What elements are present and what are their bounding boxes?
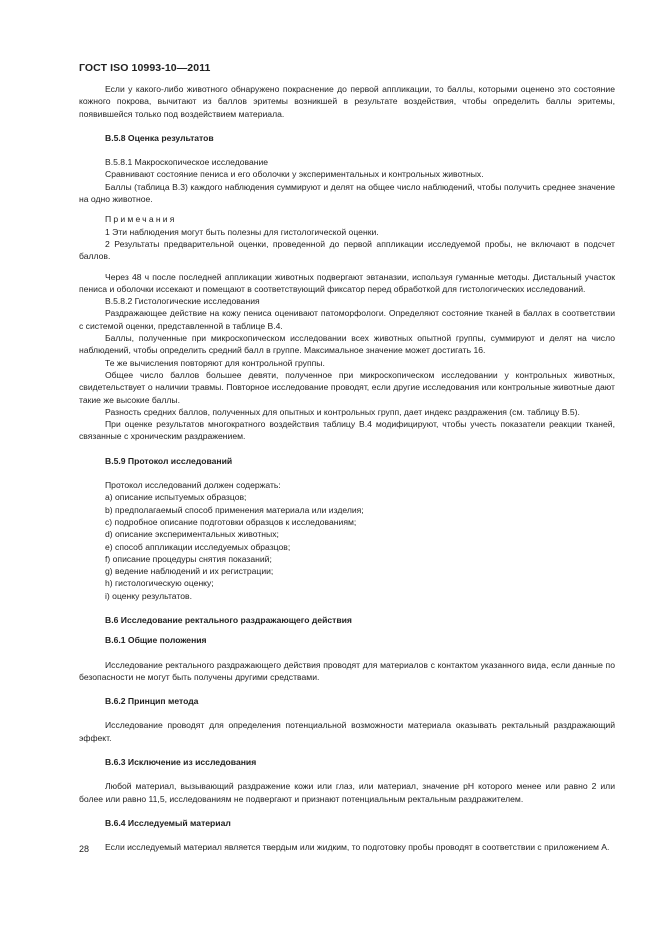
paragraph-intro: Если у какого-либо животного обнаружено покраснение до первой аппликации, то баллы, которыми оценено это состояние кожного покрова, вычитают из баллов эритемы возникшей в результате воздействия, чтобы определить баллы эритемы, появившейся только под воздействием материала.	[79, 84, 615, 119]
list-item: f) описание процедуры снятия показаний;	[105, 553, 272, 564]
heading-b63: В.6.3 Исключение из исследования	[105, 757, 257, 768]
heading-b61: В.6.1 Общие положения	[105, 635, 207, 646]
paragraph-b582-b: Баллы, полученные при микроскопическом исследовании всех животных опытной группы, суммируют и делят на число наблюдений, чтобы определить средний балл в группе. Максимальное значение может достигать 16.	[79, 333, 615, 356]
heading-b59: В.5.9 Протокол исследований	[105, 455, 233, 466]
list-item: e) способ аппликации исследуемых образцов;	[105, 541, 291, 552]
paragraph-b582-a: Раздражающее действие на кожу пениса оценивают патоморфологи. Определяют состояние тканей в баллах в соответствии с системой оценки, представленной в таблице В.4.	[79, 308, 615, 331]
paragraph-b581-a: Сравнивают состояние пениса и его оболочки у экспериментальных и контрольных животных.	[105, 169, 484, 180]
note-2: 2 Результаты предварительной оценки, проведенной до первой аппликации исследуемой пробы, не включают в подсчет баллов.	[79, 238, 615, 262]
heading-b6: В.6 Исследование ректального раздражающего действия	[105, 614, 352, 625]
list-item: d) описание экспериментальных животных;	[105, 529, 279, 540]
paragraph-b582-d: Общее число баллов большее девяти, полученное при микроскопическом исследовании у контрольных животных, свидетельствует о наличии травмы. Повторное исследование проводят, если другие исследования или контрольные животные дают такие же высокие баллы.	[79, 369, 615, 405]
list-item: a) описание испытуемых образцов;	[105, 492, 247, 503]
paragraph-b64: Если исследуемый материал является твердым или жидким, то подготовку пробы проводят в соответствии с приложением А.	[105, 842, 610, 853]
heading-b64: В.6.4 Исследуемый материал	[105, 817, 231, 828]
paragraph-b62: Исследование проводят для определения потенциальной возможности материала оказывать ректальный раздражающий эффект.	[79, 720, 615, 743]
note-1: 1 Эти наблюдения могут быть полезны для гистологической оценки.	[105, 226, 379, 237]
list-item: h) гистологическую оценку;	[105, 578, 214, 589]
document-header: ГОСТ ISO 10993-10—2011	[79, 62, 211, 74]
list-item: g) ведение наблюдений и их регистрации;	[105, 566, 274, 577]
notes-title: Примечания	[105, 214, 177, 225]
page-number: 28	[79, 844, 90, 854]
list-item: i) оценку результатов.	[105, 590, 192, 601]
subheading-b582: В.5.8.2 Гистологические исследования	[105, 296, 260, 307]
paragraph-b582-e: Разность средних баллов, полученных для опытных и контрольных групп, дает индекс раздражения (см. таблицу В.5).	[105, 406, 580, 417]
paragraph-b61: Исследование ректального раздражающего действия проводят для материалов с контактом указанного вида, если данные по безопасности не могут быть получены другими средствами.	[79, 659, 615, 682]
list-item: c) подробное описание подготовки образцов к исследованиям;	[105, 516, 357, 527]
document-body	[79, 83, 615, 854]
heading-b62: В.6.2 Принцип метода	[105, 696, 199, 707]
subheading-b581: В.5.8.1 Макроскопическое исследование	[105, 157, 269, 168]
heading-b58: В.5.8 Оценка результатов	[105, 132, 214, 143]
paragraph-b581-b: Баллы (таблица В.3) каждого наблюдения суммируют и делят на общее число наблюдений, чтобы получить среднее значение на одно животное.	[79, 181, 615, 205]
paragraph-b582-f: При оценке результатов многократного воздействия таблицу В.4 модифицируют, чтобы учесть показатели реакции тканей, связанные с хроническим раздражением.	[79, 419, 615, 442]
list-item: b) предполагаемый способ применения материала или изделия;	[105, 504, 364, 515]
paragraph-b63: Любой материал, вызывающий раздражение кожи или глаз, или материал, значение pH которого менее или равно 2 или более или равно 11,5, исследованиям не подвергают и признают потенциальным ректальным раздражителем.	[79, 781, 615, 804]
paragraph-b582-c: Те же вычисления повторяют для контрольной группы.	[105, 357, 325, 368]
paragraph-48h: Через 48 ч после последней аппликации животных подвергают эвтаназии, используя гуманные методы. Дистальный участок пениса и оболочки иссекают и помещают в соответствующий фиксатор перед обработкой для гистологических исследований.	[79, 271, 615, 294]
protocol-list	[79, 491, 615, 602]
paragraph-b59-intro: Протокол исследований должен содержать:	[105, 480, 281, 491]
